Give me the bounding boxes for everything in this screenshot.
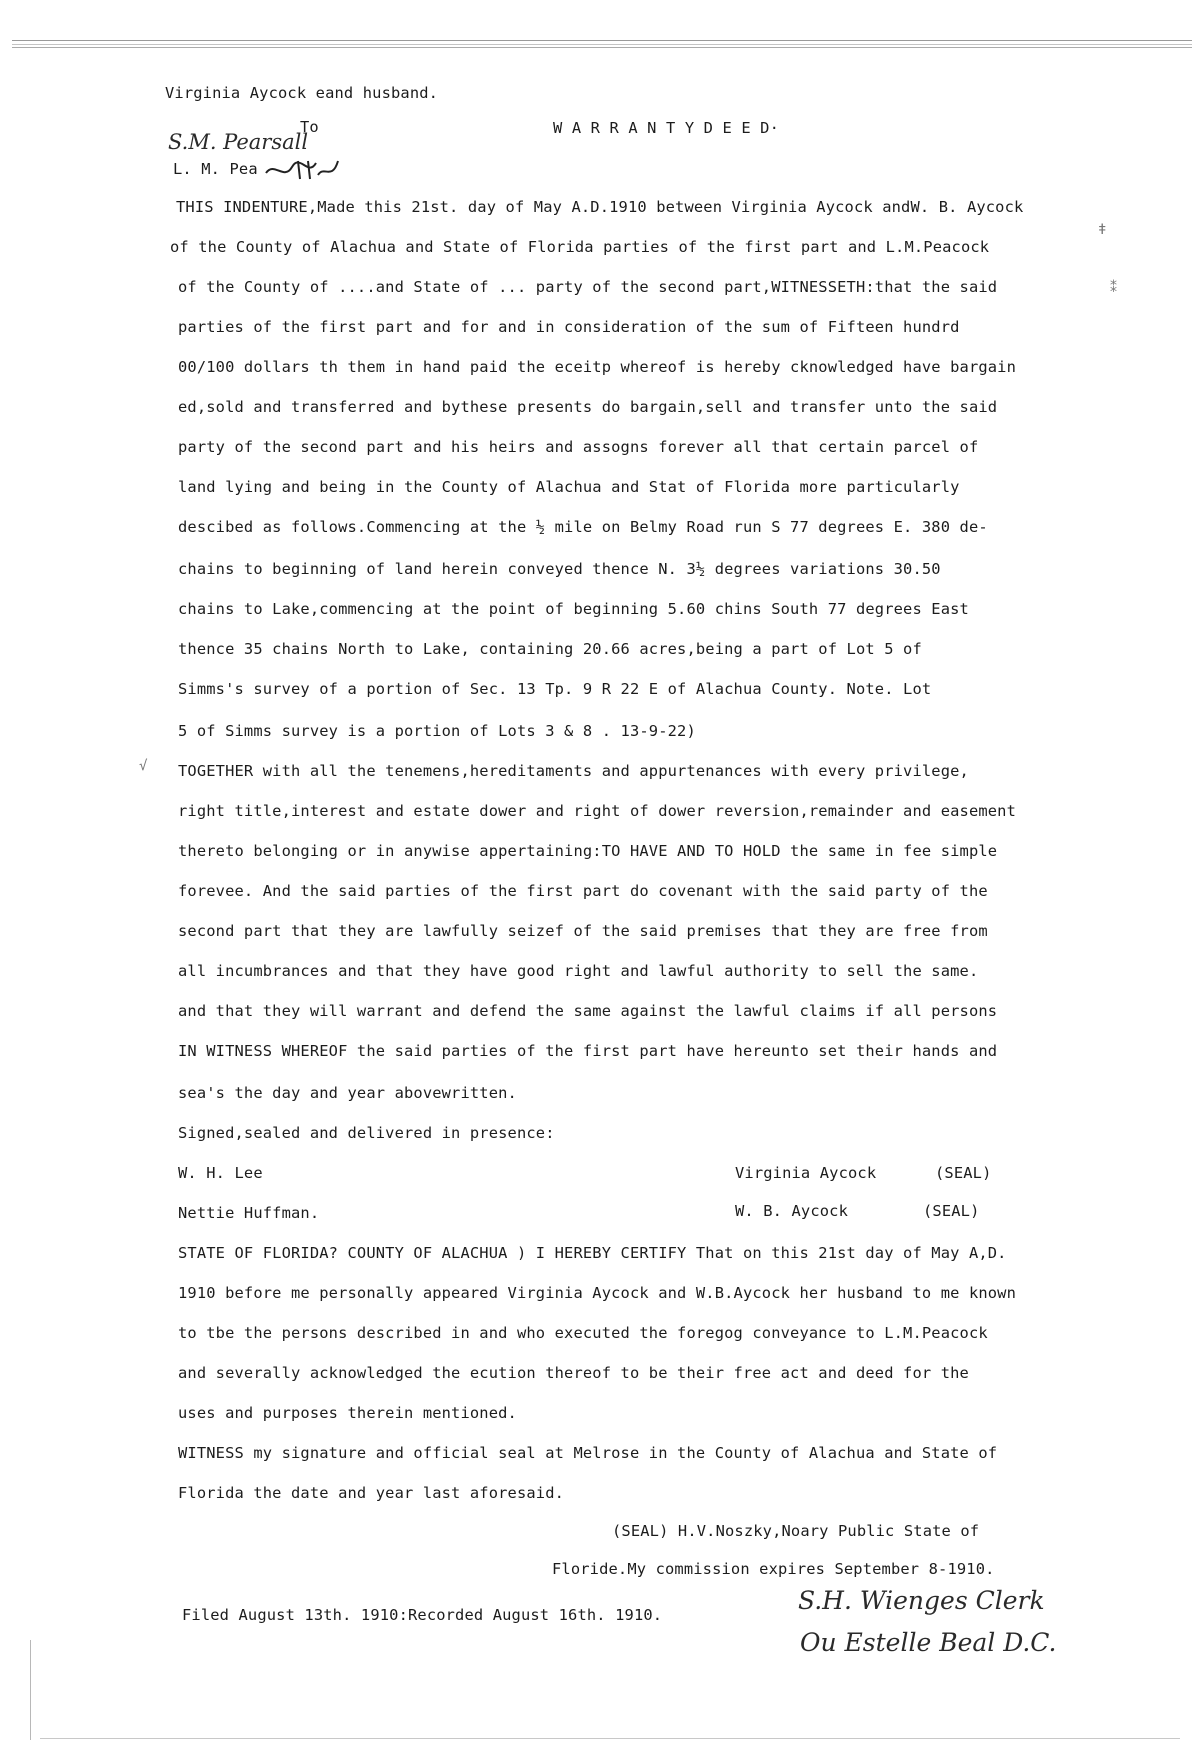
body-line: land lying and being in the County of Alachua and Stat of Florida more particularly [178, 478, 960, 496]
seal-label: (SEAL) [935, 1164, 992, 1182]
grantee-name-handwritten-overwrite [262, 155, 342, 185]
body-line: forevee. And the said parties of the first part do covenant with the said party of the [178, 882, 988, 900]
deputy-clerk-signature: Ou Estelle Beal D.C. [800, 1628, 1057, 1657]
signer-name: W. B. Aycock [735, 1202, 848, 1220]
ack-line: to tbe the persons described in and who executed the foregog conveyance to L.M.Peacock [178, 1324, 988, 1342]
body-line: right title,interest and estate dower and right of dower reversion,remainder and easement [178, 802, 1017, 820]
ack-line: 1910 before me personally appeared Virginia Aycock and W.B.Aycock her husband to me known [178, 1284, 1017, 1302]
body-line: ed,sold and transferred and bythese presents do bargain,sell and transfer unto the said [178, 398, 998, 416]
notary-line: Floride.My commission expires September 8-1910. [552, 1560, 995, 1578]
ack-line: STATE OF FLORIDA? COUNTY OF ALACHUA ) I HEREBY CERTIFY That on this 21st day of May A,D. [178, 1244, 1007, 1262]
margin-mark: ǂ [1098, 222, 1107, 238]
filed-line: Filed August 13th. 1910:Recorded August 16th. 1910. [182, 1606, 663, 1624]
body-line: descibed as follows.Commencing at the ½ mile on Belmy Road run S 77 degrees E. 380 de- [178, 518, 988, 536]
body-line: second part that they are lawfully seizef of the said premises that they are free from [178, 922, 988, 940]
witness-name: Nettie Huffman. [178, 1204, 320, 1222]
body-line: of the County of ....and State of ... party of the second part,WITNESSETH:that the said [178, 278, 998, 296]
notary-line: (SEAL) H.V.Noszky,Noary Public State of [612, 1522, 980, 1540]
top-rule [12, 40, 1192, 41]
body-line: 5 of Simms survey is a portion of Lots 3 & 8 . 13-9-22) [178, 722, 696, 740]
margin-mark: ⁑ [1110, 280, 1117, 296]
top-rule [12, 47, 1192, 48]
body-line: TOGETHER with all the tenemens,hereditaments and appurtenances with every privilege, [178, 762, 969, 780]
page-edge [30, 1640, 31, 1740]
ack-line: and severally acknowledged the ecution thereof to be their free act and deed for the [178, 1364, 969, 1382]
page-edge [40, 1738, 1180, 1739]
body-line: sea's the day and year abovewritten. [178, 1084, 517, 1102]
body-line: party of the second part and his heirs and assogns forever all that certain parcel of [178, 438, 979, 456]
body-line: THIS INDENTURE,Made this 21st. day of May A.D.1910 between Virginia Aycock andW. B. Aycock [176, 198, 1024, 216]
witness-name: W. H. Lee [178, 1164, 263, 1182]
clerk-signature: S.H. Wienges Clerk [798, 1586, 1045, 1615]
grantor-heading: Virginia Aycock eand husband. [165, 84, 439, 102]
body-line: thereto belonging or in anywise appertaining:TO HAVE AND TO HOLD the same in fee simple [178, 842, 998, 860]
body-line: chains to Lake,commencing at the point of beginning 5.60 chins South 77 degrees East [178, 600, 969, 618]
body-line: parties of the first part and for and in consideration of the sum of Fifteen hundrd [178, 318, 960, 336]
to-label: To [300, 118, 319, 136]
ack-line: Florida the date and year last aforesaid. [178, 1484, 565, 1502]
grantee-handwritten: S.M. Pearsall [168, 130, 309, 154]
body-line: all incumbrances and that they have good right and lawful authority to sell the same. [178, 962, 979, 980]
body-line: of the County of Alachua and State of Florida parties of the first part and L.M.Peacock [170, 238, 990, 256]
body-line: 00/100 dollars th them in hand paid the eceitp whereof is hereby cknowledged have bargain [178, 358, 1017, 376]
ack-line: uses and purposes therein mentioned. [178, 1404, 517, 1422]
body-line: and that they will warrant and defend the same against the lawful claims if all persons [178, 1002, 998, 1020]
ack-line: WITNESS my signature and official seal at Melrose in the County of Alachua and State of [178, 1444, 998, 1462]
signer-name: Virginia Aycock [735, 1164, 877, 1182]
body-line: IN WITNESS WHEREOF the said parties of the first part have hereunto set their hands and [178, 1042, 998, 1060]
body-line: chains to beginning of land herein conveyed thence N. 3½ degrees variations 30.50 [178, 560, 941, 578]
body-line: Signed,sealed and delivered in presence: [178, 1124, 555, 1142]
body-line: thence 35 chains North to Lake, containing 20.66 acres,being a part of Lot 5 of [178, 640, 922, 658]
seal-label: (SEAL) [923, 1202, 980, 1220]
body-line: Simms's survey of a portion of Sec. 13 Tp. 9 R 22 E of Alachua County. Note. Lot [178, 680, 932, 698]
document-title: W A R R A N T Y D E E D· [553, 119, 779, 137]
check-mark: √ [139, 758, 148, 774]
top-rule [12, 44, 1192, 45]
grantee-typed: L. M. Pea [173, 160, 258, 178]
